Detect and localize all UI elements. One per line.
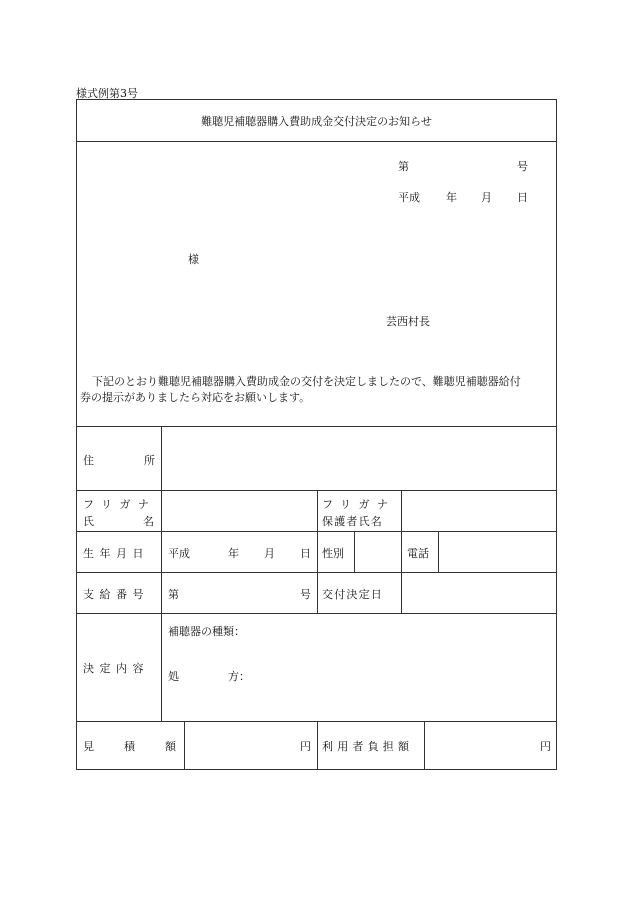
dob-label: 生年月日 <box>83 547 149 560</box>
phone-label-line-left <box>401 531 402 572</box>
dob-era: 平成 <box>168 547 190 560</box>
addressee-suffix: 様 <box>188 253 199 266</box>
issue-date-era: 平成 <box>398 191 420 204</box>
dob-month: 月 <box>264 547 275 560</box>
user-burden-label: 利用者負担額 <box>322 740 414 753</box>
issue-date-year: 年 <box>446 191 457 204</box>
prescription-label-part-1: 処 <box>168 670 179 683</box>
issue-date-month: 月 <box>481 191 492 204</box>
doc-number-prefix: 第 <box>398 160 409 173</box>
title-divider <box>76 141 557 142</box>
label-column-line <box>161 426 162 721</box>
issuer-name: 芸西村長 <box>386 315 430 328</box>
payment-number-prefix: 第 <box>168 588 179 601</box>
furigana-label: フリガナ <box>83 498 157 511</box>
burden-value-line <box>424 721 425 770</box>
guardian-value-line <box>401 490 402 531</box>
payment-number-suffix: 号 <box>300 588 311 601</box>
payment-number-label: 支給番号 <box>83 588 149 601</box>
name-label: 氏名 <box>83 515 203 528</box>
phone-label: 電話 <box>407 547 429 560</box>
estimate-unit: 円 <box>300 740 311 753</box>
issue-date-day: 日 <box>517 191 528 204</box>
notice-body-line-2: 券の提示がありましたら対応をお願いします。 <box>80 391 311 404</box>
doc-number-suffix: 号 <box>517 160 528 173</box>
user-burden-unit: 円 <box>540 740 551 753</box>
device-type-label: 補聴器の種類： <box>168 625 245 638</box>
gender-value-line <box>354 531 355 572</box>
guardian-furigana-label: フリガナ <box>322 498 396 511</box>
decision-content-label: 決定内容 <box>83 662 149 675</box>
notice-body-line-1: 下記のとおり難聴児補聴器購入費助成金の交付を決定しましたので、難聴児補聴器給付 <box>92 375 521 388</box>
decision-date-value-line <box>401 572 402 613</box>
table-top-line <box>76 426 557 427</box>
dob-day: 日 <box>300 547 311 560</box>
dob-year: 年 <box>228 547 239 560</box>
estimate-label: 見積額 <box>83 740 206 753</box>
form-number: 様式例第3号 <box>76 87 138 100</box>
burden-label-line <box>317 721 318 770</box>
guardian-name-label: 保護者氏名 <box>322 515 383 528</box>
mid-column-line <box>317 490 318 613</box>
document-title: 難聴児補聴器購入費助成金交付決定のお知らせ <box>201 115 432 128</box>
phone-label-line-right <box>438 531 439 572</box>
address-label: 住所 <box>83 454 205 467</box>
prescription-label-part-2: 方： <box>228 670 250 683</box>
row-line-4 <box>76 613 557 614</box>
gender-label: 性別 <box>322 547 344 560</box>
decision-date-label: 交付決定日 <box>322 588 383 601</box>
